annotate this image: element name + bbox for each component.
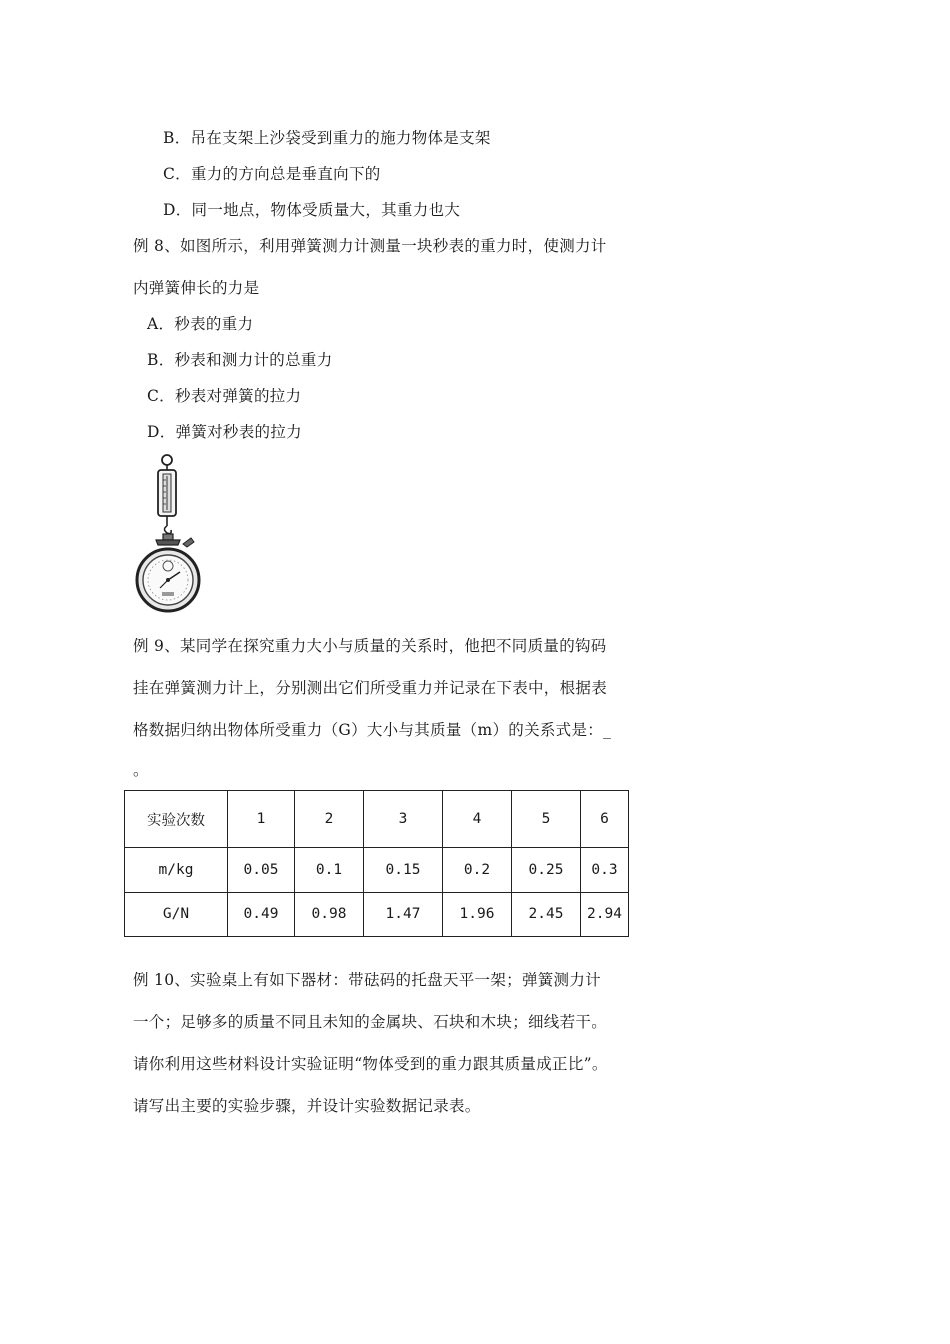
table-cell: 0.3 [581,848,629,892]
table-cell: 3 [364,791,443,848]
example10-line4: 请写出主要的实验步骤，并设计实验数据记录表。 [133,1097,481,1115]
example9-line3: 格数据归纳出物体所受重力（G）大小与其质量（m）的关系式是：_ [133,721,612,739]
example9-line2: 挂在弹簧测力计上，分别测出它们所受重力并记录在下表中，根据表 [133,679,608,697]
option-d: D．同一地点，物体受质量大，其重力也大 [163,201,461,219]
table-cell: 1 [228,791,295,848]
table-cell: 1.47 [364,892,443,936]
example8-option-c: C．秒表对弹簧的拉力 [147,387,302,405]
example9-line4: 。 [133,761,149,779]
table-row [125,892,629,936]
example9-line1: 例 9、某同学在探究重力大小与质量的关系时，他把不同质量的钩码 [133,637,607,655]
table-cell: 6 [581,791,629,848]
option-b: B．吊在支架上沙袋受到重力的施力物体是支架 [163,129,491,147]
spring-scale-stopwatch-figure [134,452,214,620]
table-cell: 0.2 [443,848,512,892]
table-cell: 实验次数 [125,791,228,848]
example10-line1: 例 10、实验桌上有如下器材：带砝码的托盘天平一架；弹簧测力计 [133,971,601,989]
option-c: C．重力的方向总是垂直向下的 [163,165,381,183]
example10-line2: 一个；足够多的质量不同且未知的金属块、石块和木块；细线若干。 [133,1013,608,1031]
example8-line2: 内弹簧伸长的力是 [133,279,260,297]
spring-scale-stopwatch-icon [134,452,214,620]
example8-line1: 例 8、如图所示，利用弹簧测力计测量一块秒表的重力时，使测力计 [133,237,607,255]
table-cell: 5 [512,791,581,848]
example8-option-a: A．秒表的重力 [147,315,254,333]
table-cell: 0.1 [295,848,364,892]
table-cell: 0.05 [228,848,295,892]
table-cell: 0.25 [512,848,581,892]
table-row [125,848,629,892]
table-cell: 2.94 [581,892,629,936]
table-cell: 1.96 [443,892,512,936]
table-cell: 4 [443,791,512,848]
table-cell: 2.45 [512,892,581,936]
example8-option-d: D．弹簧对秒表的拉力 [147,423,302,441]
example8-option-b: B．秒表和测力计的总重力 [147,351,333,369]
table-cell: m/kg [125,848,228,892]
table-cell: 2 [295,791,364,848]
table-header-row [125,791,629,848]
mass-gravity-table [124,790,629,937]
table-cell: 0.15 [364,848,443,892]
table-cell: 0.98 [295,892,364,936]
example10-line3: 请你利用这些材料设计实验证明“物体受到的重力跟其质量成正比”。 [133,1055,608,1073]
table-cell: G/N [125,892,228,936]
table-cell: 0.49 [228,892,295,936]
